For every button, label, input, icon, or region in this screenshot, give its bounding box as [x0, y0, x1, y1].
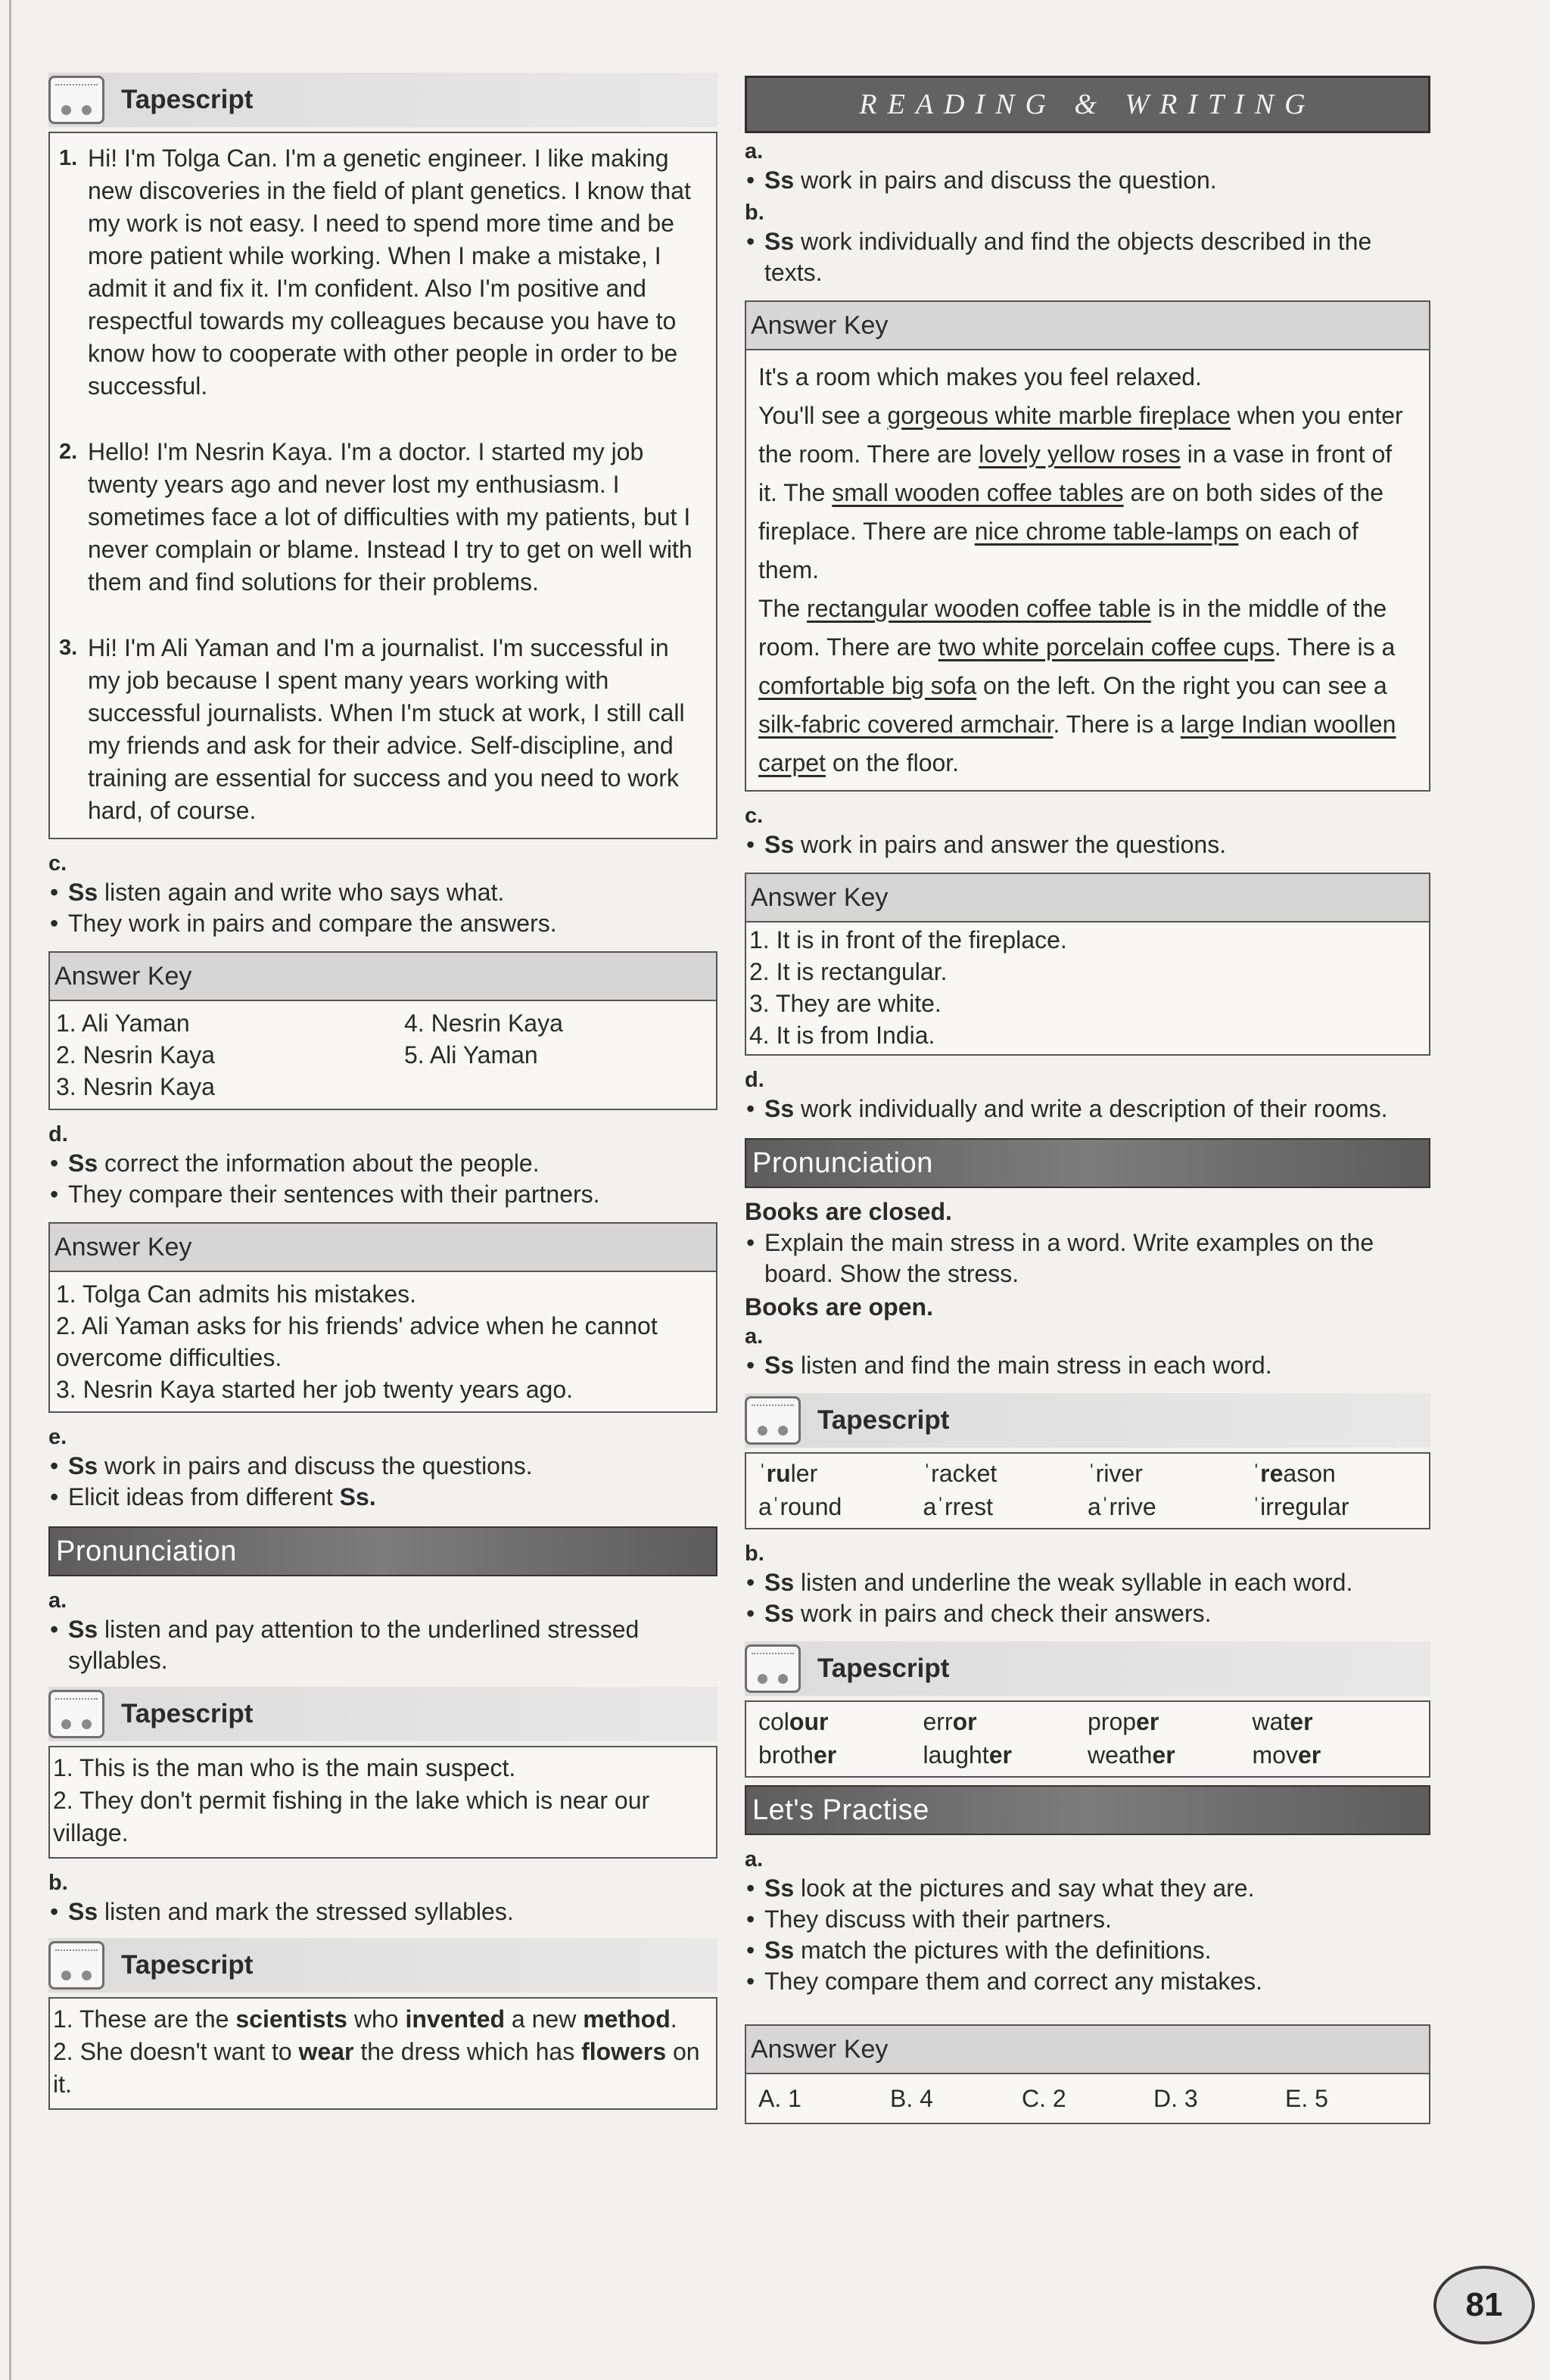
script-text: Hi! I'm Tolga Can. I'm a genetic engineer. I like making new discoveries in the field of plant genetics. I know that my work is not easy. I need to spend more time and be more patient while working. When I make a mistake, I admit it and fix it. I'm confident. Also I'm positive and respectful towards my colleagues because you have to know how to cooperate with other people in order to be successful. [88, 145, 691, 400]
list-item: • Ss correct the information about the people. [48, 1148, 717, 1179]
answer-key-box [745, 2073, 1430, 2124]
list-item: • Ss listen again and write who says what. [48, 877, 717, 908]
list-item: • Ss look at the pictures and say what they are. [745, 1873, 1430, 1904]
answer-item: 4. Nesrin Kaya [404, 1010, 563, 1037]
answer-key-header: Answer Key [48, 951, 717, 1000]
word-item: error [923, 1708, 977, 1735]
weak-syllable-box [745, 1700, 1430, 1778]
tapescript-box [48, 132, 717, 839]
answer-item: B. 4 [890, 2085, 933, 2112]
script-line: 2. She doesn't want to wear the dress which has flowers on it. [53, 2038, 700, 2098]
tapescript-title: Tapescript [121, 1699, 254, 1728]
instruction-list [745, 1567, 1430, 1629]
list-item: • Explain the main stress in a word. Write examples on the board. Show the stress. [745, 1227, 1430, 1290]
script-line: 1. This is the man who is the main suspect. [53, 1754, 516, 1781]
answer-item: 1. Tolga Can admits his mistakes. [56, 1280, 417, 1308]
section-letter: b. [745, 1542, 764, 1566]
cassette-icon [745, 1644, 801, 1693]
script-line: 1. These are the scientists who invented a new method. [53, 2005, 677, 2033]
section-letter: d. [745, 1068, 764, 1092]
page-number: 81 [1433, 2266, 1535, 2344]
section-letter: a. [745, 139, 764, 163]
cassette-icon [48, 1690, 104, 1738]
answer-item: 4. It is from India. [749, 1022, 935, 1049]
answer-key-box [745, 349, 1430, 792]
word-item: aˈrrive [1088, 1493, 1156, 1520]
answer-key-header: Answer Key [48, 1222, 717, 1271]
instruction-list [48, 1451, 717, 1513]
instruction-list [48, 1614, 717, 1676]
list-item: 3. Hi! I'm Ali Yaman and I'm a journalist. I'm successful in my job because I spent many years working with successful journalists. When I'm stuck at work, I still call my friends and ask for their advice. Self-discipline, and training are essential for success and you need to work hard, of course. [59, 632, 707, 827]
word-item: aˈround [758, 1493, 842, 1520]
list-item: • Ss work in pairs and answer the questions. [745, 829, 1430, 860]
page-edge-line [9, 0, 11, 2380]
answer-text: The rectangular wooden coffee table is in the middle of the room. There are two white porcelain coffee cups. There is a comfortable big sofa on the left. On the right you can see a silk-fabric covered armchair. There is a large Indian woollen carpet on the floor. [758, 595, 1396, 776]
tapescript-header [745, 1393, 1430, 1448]
word-item: ˈreason [1252, 1460, 1336, 1487]
word-item: ˈruler [758, 1460, 818, 1487]
answer-key-box [745, 921, 1430, 1056]
instruction-list [745, 1350, 1430, 1381]
word-item: ˈracket [923, 1460, 998, 1487]
section-letter: c. [745, 804, 764, 828]
word-item: ˈirregular [1252, 1493, 1349, 1520]
list-item: • They compare their sentences with their partners. [48, 1179, 717, 1210]
answer-item: E. 5 [1285, 2085, 1328, 2112]
answer-item: D. 3 [1153, 2085, 1198, 2112]
answer-item: 2. Nesrin Kaya [56, 1041, 215, 1069]
books-closed-heading: Books are closed. [745, 1198, 952, 1225]
instruction-list [745, 1094, 1430, 1125]
word-item: aˈrrest [923, 1493, 993, 1520]
list-item: • Ss work in pairs and discuss the question. [745, 165, 1430, 196]
list-item: • Ss listen and pay attention to the underlined stressed syllables. [48, 1614, 717, 1676]
books-open-heading: Books are open. [745, 1293, 933, 1321]
section-letter: a. [48, 1588, 67, 1613]
answer-item: 5. Ali Yaman [404, 1041, 538, 1069]
section-letter: c. [48, 851, 67, 876]
instruction-list [48, 877, 717, 939]
instruction-list [745, 165, 1430, 196]
answer-key-box [48, 1000, 717, 1110]
word-item: ˈriver [1088, 1460, 1143, 1487]
answer-item: 3. Nesrin Kaya [56, 1073, 215, 1100]
list-item: • Ss listen and find the main stress in each word. [745, 1350, 1430, 1381]
list-item: 1. Hi! I'm Tolga Can. I'm a genetic engineer. I like making new discoveries in the field of plant genetics. I know that my work is not easy. I need to spend more time and be more patient while working. When I make a mistake, I admit it and fix it. I'm confident. Also I'm positive and respectful towards my colleagues because you have to know how to cooperate with other people in order to be successful. [59, 142, 707, 403]
tapescript-header [48, 73, 717, 127]
instruction-list [745, 1227, 1430, 1290]
answer-key-header: Answer Key [745, 300, 1430, 349]
list-item: • Ss match the pictures with the definitions. [745, 1935, 1430, 1966]
tapescript-title: Tapescript [121, 1950, 254, 1980]
stress-words-box [745, 1452, 1430, 1529]
word-item: proper [1088, 1708, 1159, 1735]
answer-key-header: Answer Key [745, 2024, 1430, 2073]
tapescript-header [48, 1687, 717, 1741]
list-item: • Ss listen and mark the stressed syllables. [48, 1896, 717, 1927]
script-text: Hi! I'm Ali Yaman and I'm a journalist. I'm successful in my job because I spent many years working with successful journalists. When I'm stuck at work, I still call my friends and ask for their advice. Self-discipline, and training are essential for success and you need to work hard, of course. [88, 634, 685, 824]
tapescript-header [745, 1641, 1430, 1696]
answer-key-box [48, 1271, 717, 1413]
answer-item: 1. Ali Yaman [56, 1010, 190, 1037]
tapescript-title: Tapescript [817, 1654, 950, 1683]
list-item: • Ss listen and underline the weak syllable in each word. [745, 1567, 1430, 1598]
script-line: 2. They don't permit fishing in the lake which is near our village. [53, 1787, 650, 1846]
instruction-list [48, 1896, 717, 1927]
word-item: water [1252, 1708, 1313, 1735]
list-item: • Ss work individually and write a description of their rooms. [745, 1094, 1430, 1125]
answer-item: C. 2 [1022, 2085, 1066, 2112]
cassette-icon [48, 1941, 104, 1990]
instruction-list [745, 226, 1430, 288]
list-item: 2. Hello! I'm Nesrin Kaya. I'm a doctor. I started my job twenty years ago and never lost my enthusiasm. I sometimes face a lot of difficulties with my patients, but I never complain or blame. Instead I try to get on well with them and find solutions for their problems. [59, 436, 707, 599]
answer-item: 1. It is in front of the fireplace. [749, 926, 1067, 954]
answer-text: It's a room which makes you feel relaxed. [758, 363, 1202, 390]
answer-item: 3. They are white. [749, 990, 942, 1017]
instruction-list [745, 829, 1430, 860]
tapescript-header [48, 1938, 717, 1993]
reading-writing-bar: READING & WRITING [745, 76, 1430, 133]
cassette-icon [745, 1396, 801, 1445]
list-item: • They compare them and correct any mistakes. [745, 1966, 1430, 1997]
list-item: • Ss work individually and find the objects described in the texts. [745, 226, 1430, 288]
list-item: • Elicit ideas from different Ss. [48, 1482, 717, 1513]
tapescript-box [48, 1746, 717, 1859]
section-letter: b. [48, 1871, 68, 1895]
right-column [745, 76, 1430, 2124]
left-column [48, 73, 717, 2110]
word-item: laughter [923, 1741, 1012, 1769]
answer-item: 2. Ali Yaman asks for his friends' advice when he cannot overcome difficulties. [56, 1312, 658, 1371]
tapescript-box [48, 1997, 717, 2110]
cassette-icon [48, 76, 104, 124]
tapescript-title: Tapescript [121, 85, 254, 114]
list-item: • Ss work in pairs and check their answers. [745, 1598, 1430, 1629]
word-item: mover [1252, 1741, 1321, 1769]
answer-key-header: Answer Key [745, 873, 1430, 921]
tapescript-title: Tapescript [817, 1405, 950, 1435]
word-item: weather [1088, 1741, 1175, 1769]
instruction-list [745, 1873, 1430, 1997]
answer-text: You'll see a gorgeous white marble fireplace when you enter the room. There are lovely yellow roses in a vase in front of it. The small wooden coffee tables are on both sides of the fireplace. There are nice chrome table-lamps on each of them. [758, 402, 1403, 583]
section-letter: e. [48, 1425, 67, 1449]
section-letter: a. [745, 1847, 764, 1871]
script-text: Hello! I'm Nesrin Kaya. I'm a doctor. I started my job twenty years ago and never lost my enthusiasm. I sometimes face a lot of difficulties with my patients, but I never complain or blame. Instead I try to get on well with them and find solutions for their problems. [88, 438, 693, 596]
list-item: • They discuss with their partners. [745, 1904, 1430, 1935]
section-letter: a. [745, 1324, 764, 1349]
section-letter: b. [745, 201, 764, 225]
word-item: colour [758, 1708, 829, 1735]
pronunciation-bar: Pronunciation [745, 1138, 1430, 1188]
instruction-list [48, 1148, 717, 1210]
answer-item: 2. It is rectangular. [749, 958, 948, 985]
list-item: • Ss work in pairs and discuss the questions. [48, 1451, 717, 1482]
word-item: brother [758, 1741, 837, 1769]
pronunciation-bar: Pronunciation [48, 1526, 717, 1576]
answer-item: 3. Nesrin Kaya started her job twenty years ago. [56, 1376, 574, 1403]
list-item: • They work in pairs and compare the answers. [48, 908, 717, 939]
lets-practise-bar: Let's Practise [745, 1785, 1430, 1835]
section-letter: d. [48, 1122, 68, 1146]
answer-item: A. 1 [758, 2085, 801, 2112]
